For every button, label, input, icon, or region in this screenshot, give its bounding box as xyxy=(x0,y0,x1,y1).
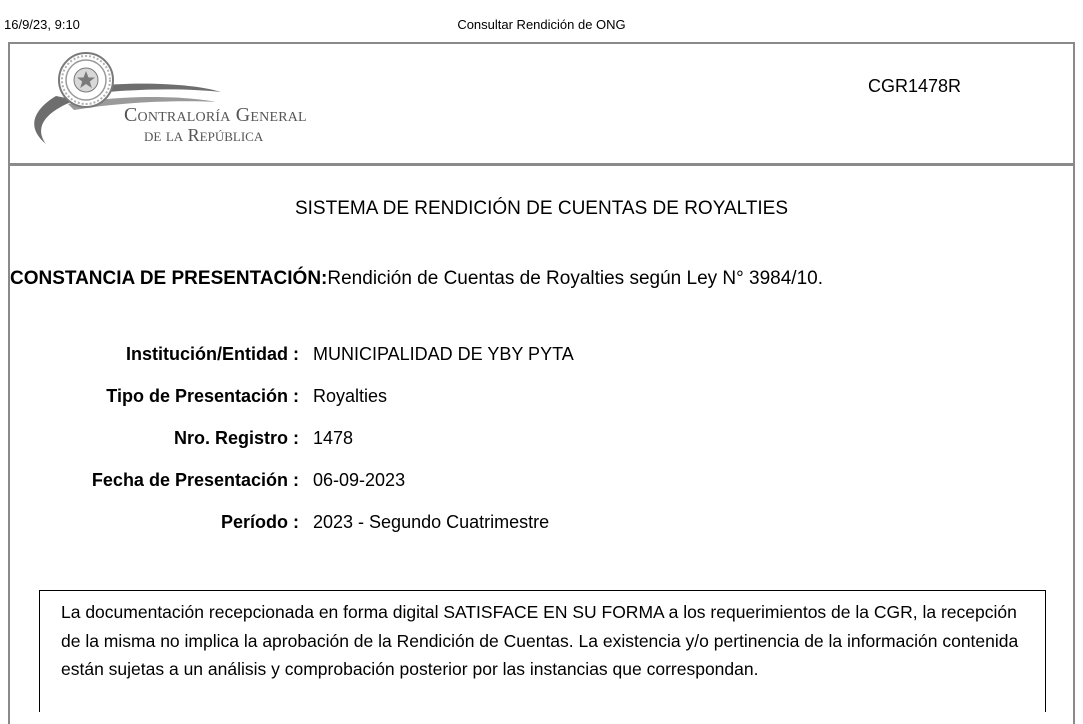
logo-line-1: Contraloría General xyxy=(124,104,307,126)
field-label: Institución/Entidad : xyxy=(126,344,299,364)
field-value: 2023 - Segundo Cuatrimestre xyxy=(313,512,550,532)
field-value: Royalties xyxy=(313,386,388,406)
field-label: Período : xyxy=(220,512,299,532)
field-label: Tipo de Presentación : xyxy=(106,386,299,406)
logo-line-2: de la República xyxy=(144,125,264,145)
field-institucion xyxy=(10,344,1073,368)
constancia-line xyxy=(10,268,823,290)
notice-box: La documentación recepcionada en forma digital SATISFACE EN SU FORMA a los requerimientos de la CGR, la recepción de la misma no implica la aprobación de la Rendición de Cuentas. La existencia y/o pertinencia de la información contenida están sujetas a un análisis y comprobación posterior por las instancias que correspondan. xyxy=(39,590,1046,712)
field-value: MUNICIPALIDAD DE YBY PYTA xyxy=(313,344,574,364)
field-value: 1478 xyxy=(313,428,354,448)
print-header xyxy=(0,0,1083,40)
system-title: SISTEMA DE RENDICIÓN DE CUENTAS DE ROYALTIES xyxy=(294,198,789,219)
print-datetime: 16/9/23, 9:10 xyxy=(4,17,80,32)
constancia-text: Rendición de Cuentas de Royalties según Ley N° 3984/10. xyxy=(327,268,823,289)
field-value: 06-09-2023 xyxy=(313,470,406,490)
field-label: Fecha de Presentación : xyxy=(91,470,299,490)
constancia-label: CONSTANCIA DE PRESENTACIÓN: xyxy=(10,268,328,289)
cgr-logo xyxy=(16,50,346,154)
field-fecha-presentacion xyxy=(10,470,1073,494)
cgr-logo-text xyxy=(124,105,307,144)
document-frame xyxy=(8,42,1075,724)
form-code: CGR1478R xyxy=(867,76,961,96)
field-periodo xyxy=(10,512,1073,536)
print-page-title: Consultar Rendición de ONG xyxy=(457,17,626,32)
field-label: Nro. Registro : xyxy=(173,428,299,448)
field-tipo-presentacion xyxy=(10,386,1073,410)
field-nro-registro xyxy=(10,428,1073,452)
document-header xyxy=(10,44,1073,166)
